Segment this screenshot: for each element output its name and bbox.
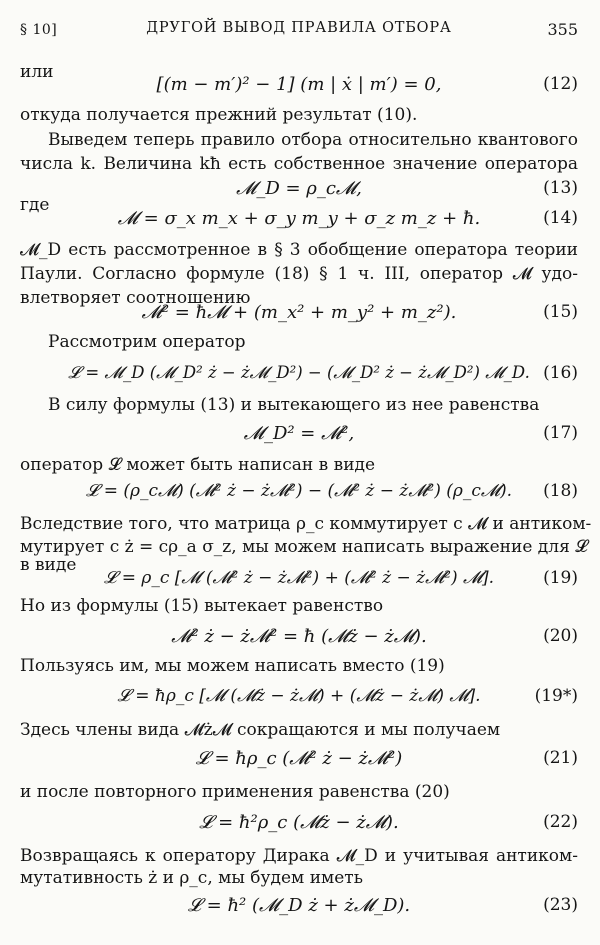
equation-number: (16) <box>543 363 578 383</box>
equation-body: 𝓛 = ρ_c [𝓜 (𝓜² ż − ż𝓜²) + (𝓜² ż − ż𝓜²) 𝓜]. <box>103 568 495 588</box>
text-line: числа k. Величина kħ есть собственное значение оператора <box>20 154 578 174</box>
text-line: мутирует с ż = cρ_a σ_z, мы можем написать выражение для 𝓛 <box>20 537 588 557</box>
text-line: 𝓜_D есть рассмотренное в § 3 обобщение оператора теории <box>20 240 578 260</box>
text-line: Рассмотрим оператор <box>48 332 246 352</box>
equation-14 <box>20 208 578 236</box>
equation-19 <box>20 568 578 596</box>
text-line: Но из формулы (15) вытекает равенство <box>20 596 384 616</box>
equation-body: 𝓜 = σ_x m_x + σ_y m_y + σ_z m_z + ħ. <box>117 208 481 229</box>
equation-number: (19*) <box>534 686 578 706</box>
equation-number: (15) <box>543 302 578 322</box>
equation-number: (23) <box>543 895 578 915</box>
text-line: Пользуясь им, мы можем написать вместо (19) <box>20 656 445 676</box>
text-line: и после повторного применения равенства (20) <box>20 782 450 802</box>
running-header <box>20 20 578 44</box>
equation-15 <box>20 302 578 330</box>
text-line: в виде <box>20 555 77 575</box>
text-line: Выведем теперь правило отбора относительно квантового <box>48 130 578 150</box>
equation-number: (18) <box>543 481 578 501</box>
equation-body: [(m − m′)² − 1] (m | ẋ | m′) = 0, <box>156 74 442 95</box>
text-line: Возвращаясь к оператору Дирака 𝓜_D и учитывая антиком- <box>20 846 578 866</box>
header-title: ДРУГОЙ ВЫВОД ПРАВИЛА ОТБОРА <box>146 20 452 36</box>
text-line: В силу формулы (13) и вытекающего из нее равенства <box>48 395 540 415</box>
equation-23 <box>20 895 578 923</box>
equation-body: 𝓜_D² = 𝓜², <box>243 423 355 444</box>
equation-number: (12) <box>543 74 578 94</box>
equation-18 <box>20 481 578 509</box>
text-line: или <box>20 62 54 82</box>
section-marker: § 10] <box>20 22 58 38</box>
equation-body: 𝓛 = (ρ_c𝓜) (𝓜² ż − ż𝓜²) − (𝓜² ż − ż𝓜²) (ρ_c𝓜). <box>86 481 512 501</box>
equation-body: 𝓛 = ħ² (𝓜_D ż + ż𝓜_D). <box>187 895 411 916</box>
equation-number: (13) <box>543 178 578 198</box>
text-line: где <box>20 195 50 215</box>
equation-22 <box>20 812 578 840</box>
text-line: Вследствие того, что матрица ρ_c коммутирует с 𝓜 и антиком- <box>20 514 592 534</box>
text-line: мутативность ż и ρ_c, мы будем иметь <box>20 868 363 888</box>
equation-number: (20) <box>543 626 578 646</box>
equation-body: 𝓛 = ħ²ρ_c (𝓜ż − ż𝓜). <box>199 812 399 833</box>
equation-body: 𝓛 = ħρ_c (𝓜² ż − ż𝓜²) <box>195 748 403 769</box>
equation-body: 𝓛 = 𝓜_D (𝓜_D² ż − ż𝓜_D²) − (𝓜_D² ż − ż𝓜_D²) 𝓜_D. <box>68 363 530 382</box>
equation-16 <box>20 363 578 391</box>
equation-12 <box>20 74 578 102</box>
page-number: 355 <box>547 20 578 39</box>
text-line: влетворяет соотношению <box>20 288 251 308</box>
equation-body: 𝓛 = ħρ_c [𝓜 (𝓜ż − ż𝓜) + (𝓜ż − ż𝓜) 𝓜]. <box>117 686 481 706</box>
text-line: Паули. Согласно формуле (18) § 1 ч. III, оператор 𝓜 удо- <box>20 264 578 284</box>
equation-number: (14) <box>543 208 578 228</box>
equation-number: (22) <box>543 812 578 832</box>
equation-number: (21) <box>543 748 578 768</box>
text-line: откуда получается прежний результат (10). <box>20 105 418 125</box>
equation-21 <box>20 748 578 776</box>
equation-19-star <box>20 686 578 714</box>
equation-body: 𝓜² = ħ𝓜 + (m_x² + m_y² + m_z²). <box>141 302 457 323</box>
text-line: Здесь члены вида 𝓜ż𝓜 сокращаются и мы получаем <box>20 720 501 740</box>
equation-17 <box>20 423 578 451</box>
text-line: оператор 𝓛 может быть написан в виде <box>20 455 376 475</box>
equation-body: 𝓜_D = ρ_c𝓜, <box>236 178 362 199</box>
equation-number: (17) <box>543 423 578 443</box>
equation-body: 𝓜² ż − ż𝓜² = ħ (𝓜ż − ż𝓜). <box>171 626 427 647</box>
equation-number: (19) <box>543 568 578 588</box>
equation-20 <box>20 626 578 654</box>
